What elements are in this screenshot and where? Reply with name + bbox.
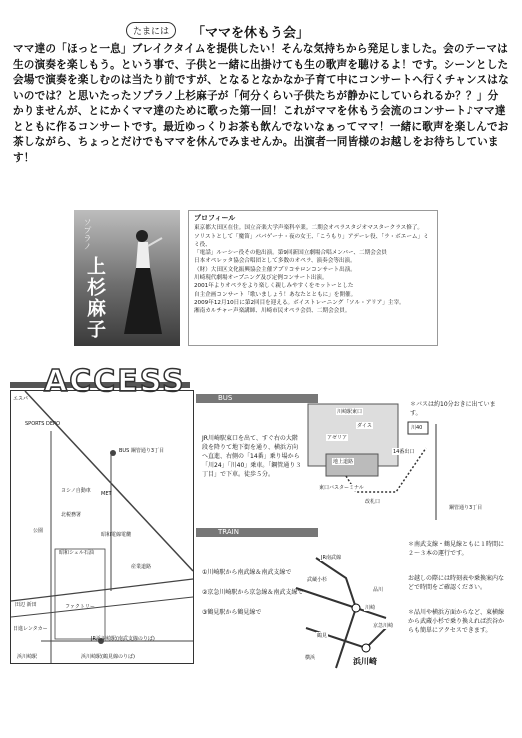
singer-figure — [124, 228, 164, 336]
map-label-tax-office: 北税務署 — [61, 512, 82, 518]
profile-line: （財）大田区文化振興協会主催アプリコサロンコンサート出演。 — [194, 266, 356, 273]
intro-paragraph: ママ達の「ほっと一息」ブレイクタイムを提供したい！そんな気持ちから発足しました。会のテーマは生の演奏を楽しもう。という事で、子供と一緒に出掛けても生の歌声を聴けるよ！です。シーンとした会場で演奏を楽しむのは当たり前ですが、となるとなかなか子育て中にコンサートへ行くチャンスはないのでは？と思いたったソプラノ上杉麻子が「何分くらい子供たちが静かにしていられるか？？」分かりませんが、とにかくママ達のために歌った第一回！これがママを休もう会流のコンサート♪ママ達とともに作るコンサートです。最近ゆっくりお茶も飲んでないなぁってママ！一緒に歌声を楽しんでお茶しながら、ちょっとだけでもママを休んでみませんか。出演者一同皆様のお越しをお待ちしています！ — [13, 43, 509, 164]
map-label-espa: エスパ — [13, 396, 29, 402]
map-label-sangyo-road: 産業道路 — [131, 564, 152, 570]
map-label-met: MET — [101, 491, 112, 497]
map-label-tanabe: 田辺 新田 — [15, 602, 37, 608]
map-label-tsurumi-hamakawasaki: 浜川崎駅(鶴見線のりば) — [81, 654, 135, 660]
profile-line: 東京都大田区在住。国立音楽大学声楽科卒業。二期会オペラスタジオマスタークラス修了。 — [194, 225, 424, 232]
route-label-kawa40: 川40 — [411, 425, 423, 431]
train-banner: TRAIN — [196, 528, 318, 537]
route-label-ground-road: 地上道路 — [333, 459, 354, 465]
map-label-bus-stop: BUS 鋼管通り3丁目 — [119, 448, 165, 454]
profile-heading: プロフィール — [194, 214, 236, 222]
route-label-kokan3: 鋼管通り3丁目 — [449, 505, 483, 511]
station-shinagawa: 品川 — [373, 587, 384, 593]
station-keikyu-kawasaki: 京急川崎 — [373, 623, 394, 629]
bus-directions: JR川崎駅東口を出て、すぐ右の大階段を降りて地下街を通り、横浜方向へ直進、右側の「14番」乗り場から「川24」「川40」乗車。「鋼管通り３丁目」で下車。徒歩５分。 — [202, 435, 302, 478]
station-jr-nambu: JR南武線 — [321, 555, 341, 561]
profile-line: 日本オペレッタ協会合唱団として多数のオペラ、演奏会等出演。 — [194, 258, 356, 265]
profile-line: ソリストとして「魔笛」パパゲーナ・夜の女王、「こうもり」アデーレ役、「ラ・ボエーム」ミミ役、 — [194, 233, 429, 248]
map-label-park: 公園 — [33, 528, 44, 534]
train-step-2: ②京急川崎駅から京急線＆南武支線で — [202, 589, 304, 596]
profile-line: 自主企画コンサート「歌いましょう！あなたとともに」を開催。 — [194, 291, 357, 298]
station-yokohama: 横浜 — [305, 655, 316, 661]
profile-line: 川崎現代劇場オープニング及び定例コンサート出演。 — [194, 275, 328, 282]
train-note-timetable: お越しの際には時刻表や乗換案内などで時間をご確認ください。 — [408, 575, 505, 591]
route-label-dice: ダイス — [357, 423, 372, 429]
profile-line: 「電話」ルーシー役その他出演。第9回新国立劇場合唱メンバー、二期会会員 — [194, 250, 388, 257]
map-label-shell: 昭和シェル石油 — [59, 550, 94, 556]
map-label-sports-depo: SPORTS DEPO — [25, 421, 61, 427]
bus-banner: BUS — [196, 394, 318, 403]
performer-name: 上杉麻子 — [84, 256, 106, 340]
train-step-3: ③鶴見駅から鶴見線で — [202, 609, 262, 616]
map-label-factory: ファクトリー — [65, 604, 95, 610]
train-step-1: ①川崎駅から南武線＆南武支線で — [202, 569, 292, 576]
bus-frequency-note: ＊バスは約10分おきに出ています。 — [410, 401, 496, 417]
map-label-nisshin: 日進レンタカー — [13, 626, 48, 632]
route-label-exit14: 14番出口 — [393, 449, 415, 455]
map-label-hamakawasaki: 浜川崎駅 — [17, 654, 38, 660]
profile-line: 湘南カルチャー声楽講師、川崎市民オペラ会員、二期会会員。 — [194, 308, 351, 315]
map-label-jr-hamakawasaki: JR浜川崎駅(南武支線のりば) — [91, 636, 155, 642]
event-title: 「ママを休もう会」 — [192, 26, 310, 41]
profile-line: 2001年よりオペラをより楽しく親しみやすくをモットーとした — [194, 283, 354, 290]
station-tsurumi: 鶴見 — [317, 633, 328, 639]
map-label-showa-densen: 昭和電線電纜 — [101, 532, 132, 538]
station-hamakawasaki: 浜川崎 — [353, 657, 377, 666]
bus-route-panel — [196, 394, 510, 524]
train-panel — [196, 528, 510, 680]
event-tag: たまには — [126, 22, 176, 39]
map-label-yoshino: ヨシノ自動車 — [61, 488, 91, 494]
performer-role: ソプラノ — [83, 218, 92, 250]
route-label-azalea: アゼリア — [327, 435, 347, 441]
station-kawasaki: 川崎 — [365, 605, 376, 611]
train-note-frequency: ＊南武支線・鶴見線ともに１時間に２〜３本の運行です。 — [408, 541, 505, 557]
profile-box — [188, 210, 438, 346]
area-map — [10, 390, 194, 664]
station-musashikosugi: 武蔵小杉 — [307, 577, 328, 583]
profile-line: 2009年12月10日に第2回目を迎える。ボイストレーニング「ソル・アリア」主宰。 — [194, 299, 405, 306]
route-label-gate: 改札口 — [365, 499, 381, 505]
route-label-terminal: 東口バスターミナル — [319, 485, 364, 491]
route-label-east-exit: 川崎駅東口 — [337, 409, 363, 415]
performer-photo — [74, 210, 180, 346]
train-note-transfer: ＊品川や横浜方面からなど、東横線から武蔵小杉で乗り換えれば渋谷からも簡単にアクセスできます。 — [408, 609, 505, 634]
access-heading: ACCESS — [44, 364, 186, 399]
